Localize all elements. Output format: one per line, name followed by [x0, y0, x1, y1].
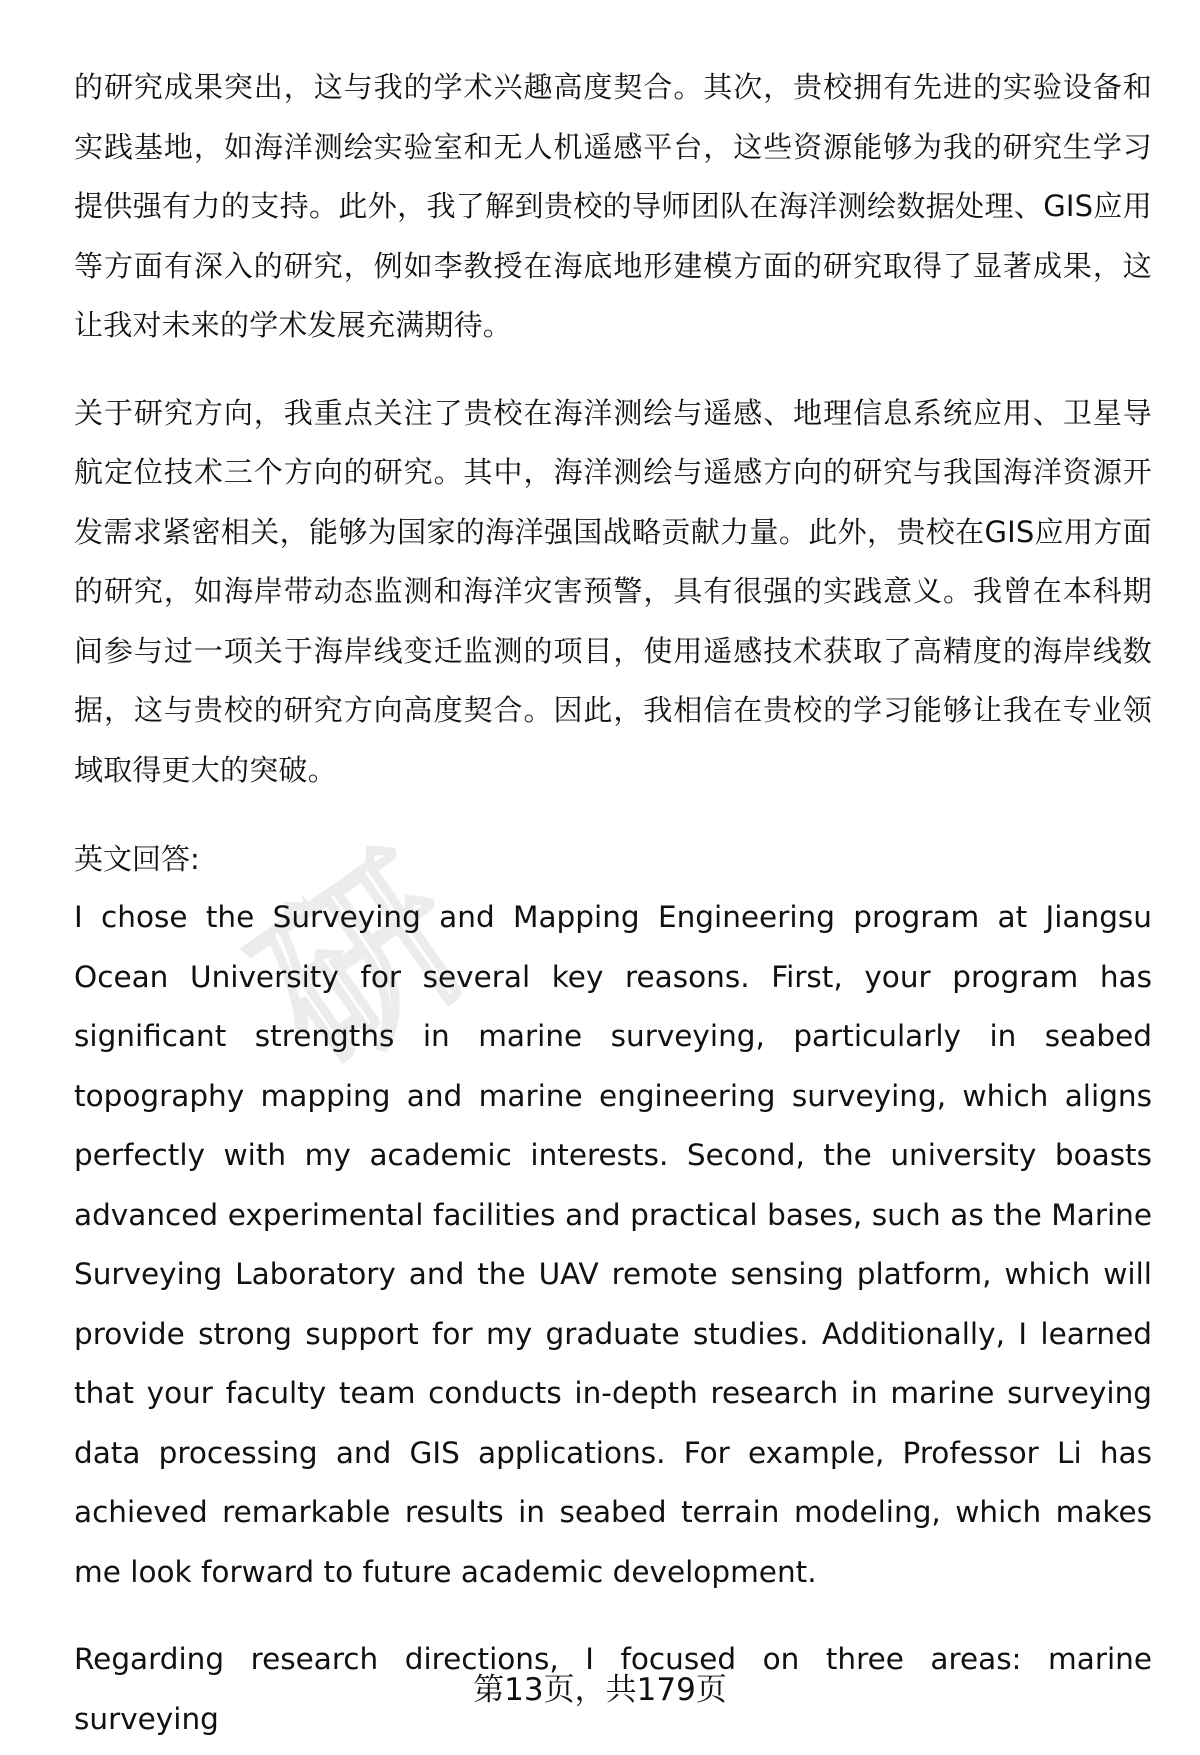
paragraph-en-2: Regarding research directions, I focused on three areas: marine surveying: [74, 1642, 1152, 1736]
paragraph-en-1: I chose the Surveying and Mapping Engineering program at Jiangsu Ocean University for several key reasons. First, your program has significant strengths in marine surveying, particularly in seabed topography mapping and marine engineering surveying, which aligns perfectly with my academic interests. Second, the university boasts advanced experimental facilities and practical bases, such as the Marine Surveying Laboratory and the UAV remote sensing platform, which will provide strong support for my graduate studies. Additionally, I learned that your faculty team conducts in-depth research in marine surveying data processing and GIS applications. For example, Professor Li has achieved remarkable results in seabed terrain modeling, which makes me look forward to future academic development.: [74, 900, 1152, 1589]
paragraph-zh-1: 的研究成果突出，这与我的学术兴趣高度契合。其次，贵校拥有先进的实验设备和实践基地，如海洋测绘实验室和无人机遥感平台，这些资源能够为我的研究生学习提供强有力的支持。此外，我了解到贵校的导师团队在海洋测绘数据处理、GIS应用等方面有深入的研究，例如李教授在海底地形建模方面的研究取得了显著成果，这让我对未来的学术发展充满期待。: [74, 70, 1152, 342]
paragraph-zh-2: 关于研究方向，我重点关注了贵校在海洋测绘与遥感、地理信息系统应用、卫星导航定位技术三个方向的研究。其中，海洋测绘与遥感方向的研究与我国海洋资源开发需求紧密相关，能够为国家的海洋强国战略贡献力量。此外，贵校在GIS应用方面的研究，如海岸带动态监测和海洋灾害预警，具有很强的实践意义。我曾在本科期间参与过一项关于海岸线变迁监测的项目，使用遥感技术获取了高精度的海岸线数据，这与贵校的研究方向高度契合。因此，我相信在贵校的学习能够让我在专业领域取得更大的突破。: [74, 395, 1152, 787]
watermark-text: 研: [221, 812, 513, 1109]
page-number-footer: 第13页，共179页: [473, 1672, 727, 1708]
page-content: [74, 58, 1152, 1749]
english-answer-label: 英文回答:: [74, 842, 200, 876]
